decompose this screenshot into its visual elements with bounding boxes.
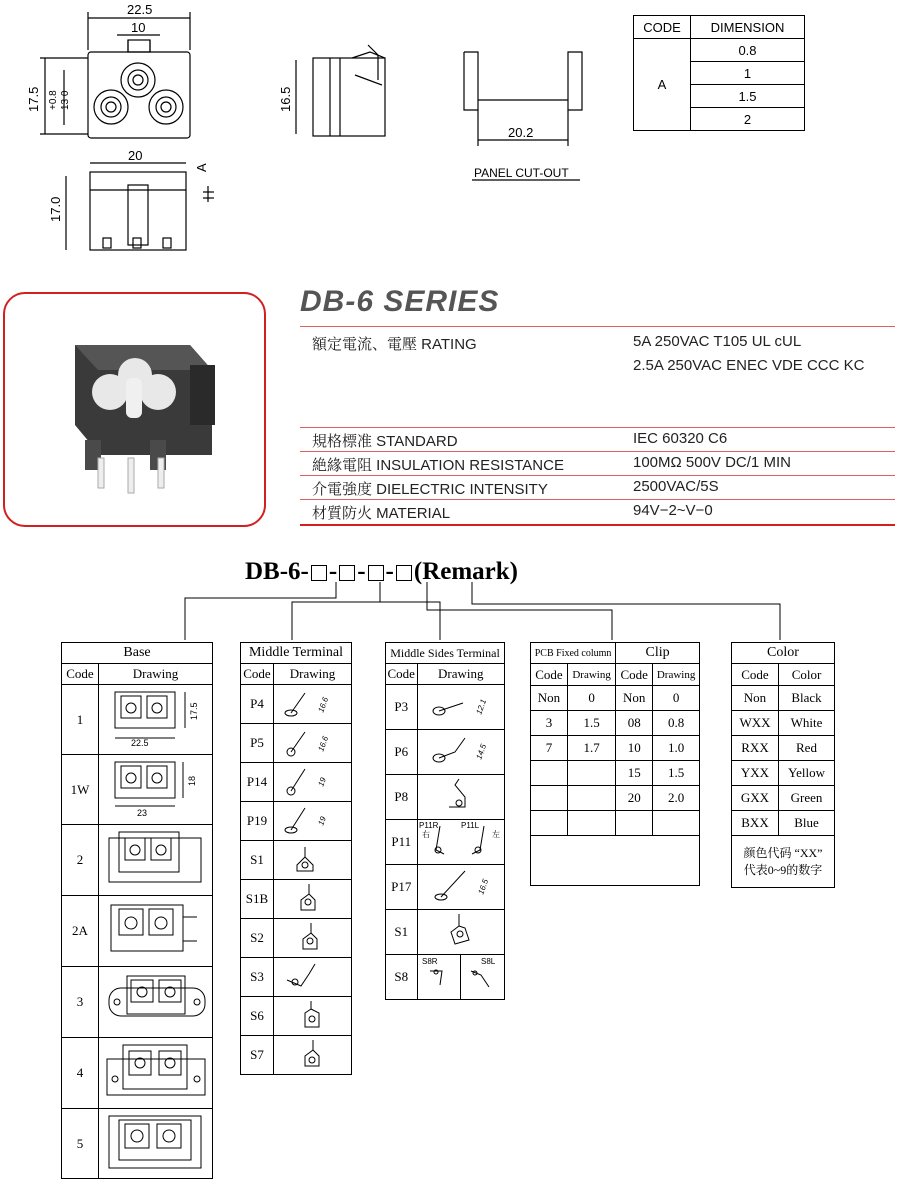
color-name: White [779, 711, 835, 736]
dim-side-height: 16.5 [278, 86, 293, 112]
terminal-code: S2 [241, 919, 274, 958]
spec-divider [300, 499, 895, 500]
middle-sides-terminal-title: Middle Sides Terminal [386, 643, 505, 664]
dim-front-tol-base: 13 0 [60, 90, 71, 110]
middle-terminal-table [240, 642, 352, 1075]
label: P11R [418, 821, 439, 830]
col-drawing: Drawing [568, 664, 616, 686]
label: S8L [481, 957, 496, 966]
clip-code: 20 [616, 786, 653, 811]
slot-box [339, 565, 355, 581]
terminal-code: P14 [241, 763, 274, 802]
color-note [732, 836, 835, 888]
color-title: Color [732, 643, 835, 664]
base-code: 1W [62, 755, 99, 825]
terminal-s8l-drawing [461, 955, 503, 995]
clip-title: Clip [616, 643, 700, 664]
dim-bottom-width: 20 [128, 148, 143, 163]
col-code: Code [732, 664, 779, 686]
clip-value: 1.0 [653, 736, 700, 761]
terminal-code: P19 [241, 802, 274, 841]
col-code: Code [616, 664, 653, 686]
color-code: YXX [732, 761, 779, 786]
pcb-value [568, 811, 616, 836]
base-code: 2A [62, 896, 99, 967]
spec-divider [300, 326, 895, 327]
terminal-p17-drawing [419, 865, 503, 905]
color-table [731, 642, 835, 888]
terminal-s2-drawing [275, 919, 351, 953]
base-2a-drawing [101, 897, 211, 961]
base-code: 1 [62, 685, 99, 755]
base-code: 5 [62, 1109, 99, 1179]
terminal-code: P11 [386, 820, 418, 865]
color-name: Green [779, 786, 835, 811]
dim: 16.6 [315, 695, 330, 714]
dim: 14.5 [474, 742, 488, 761]
label: S8R [421, 957, 438, 966]
terminal-code: S1B [241, 880, 274, 919]
dim-width: 23 [136, 807, 147, 818]
dim-bottom-gap: A [194, 163, 209, 172]
dim-value: 2 [691, 108, 805, 131]
pcb-code [531, 761, 568, 786]
clip-value [653, 811, 700, 836]
spec-label-dielectric: 介電強度 DIELECTRIC INTENSITY [312, 481, 548, 498]
label: P11L [461, 821, 480, 830]
base-table [61, 642, 213, 1179]
sublabel: 左 [492, 830, 500, 839]
terminal-code: P6 [386, 730, 418, 775]
col-code: Code [386, 664, 418, 685]
part-number-suffix: (Remark) [413, 558, 519, 585]
col-drawing: Drawing [274, 664, 352, 685]
dim-front-inner: 10 [131, 20, 146, 35]
spec-label-rating: 額定電流、電壓 RATING [312, 336, 477, 353]
col-color: Color [779, 664, 835, 686]
clip-value: 2.0 [653, 786, 700, 811]
series-title: DB-6 SERIES [300, 285, 500, 318]
technical-drawings [0, 0, 620, 270]
socket-three-circles [94, 63, 183, 124]
dim-height: 17.5 [188, 701, 199, 720]
pcb-clip-table [530, 642, 700, 886]
col-drawing: Drawing [653, 664, 700, 686]
spec-divider [300, 427, 895, 428]
side-view-body [313, 58, 385, 136]
spec-label-insulation: 絶緣電阻 INSULATION RESISTANCE [312, 457, 564, 474]
terminal-p11l-drawing [460, 820, 504, 860]
color-code: WXX [732, 711, 779, 736]
terminal-p4-drawing [275, 685, 351, 719]
terminal-code: P17 [386, 865, 418, 910]
slot-box [368, 565, 384, 581]
connector-lines [0, 580, 900, 645]
dim: 16.6 [315, 734, 330, 753]
base-5-drawing [101, 1110, 211, 1174]
col-drawing: Drawing [99, 664, 213, 685]
terminal-p19-drawing [275, 802, 351, 836]
dim-bottom-height: 17.0 [48, 196, 63, 222]
dim: 19 [315, 776, 328, 788]
terminal-code: S3 [241, 958, 274, 997]
pcb-code [531, 811, 568, 836]
spec-divider [300, 475, 895, 476]
color-name: Yellow [779, 761, 835, 786]
terminal-p6-drawing [419, 730, 503, 770]
terminal-s1-drawing [419, 910, 503, 950]
spec-label-material: 材質防火 MATERIAL [312, 505, 451, 522]
base-code: 2 [62, 825, 99, 896]
slot-box [311, 565, 327, 581]
base-1w-drawing [101, 756, 211, 820]
terminal-s7-drawing [275, 1036, 351, 1070]
base-1-drawing [101, 686, 211, 750]
color-code: Non [732, 686, 779, 711]
terminal-code: S7 [241, 1036, 274, 1075]
terminal-p3-drawing [419, 685, 503, 725]
terminal-code: P4 [241, 685, 274, 724]
color-name: Black [779, 686, 835, 711]
col-code: Code [241, 664, 274, 685]
base-title: Base [62, 643, 213, 664]
pcb-value: 1.5 [568, 711, 616, 736]
dim: 12.1 [474, 697, 488, 716]
clip-value: 1.5 [653, 761, 700, 786]
terminal-code: P8 [386, 775, 418, 820]
clip-code: 15 [616, 761, 653, 786]
slot-box [396, 565, 412, 581]
separator: - [328, 558, 338, 585]
spec-value-dielectric: 2500VAC/5S [633, 478, 719, 495]
color-note-line2: 代表0~9的数字 [743, 862, 823, 877]
dim-value: 1 [691, 62, 805, 85]
pcb-value: 0 [568, 686, 616, 711]
dim: 16.5 [476, 877, 490, 896]
pcb-value [568, 786, 616, 811]
part-number-prefix: DB-6- [245, 558, 309, 585]
dim-front-height: 17.5 [26, 86, 41, 112]
col-dimension: DIMENSION [691, 16, 805, 39]
base-code: 4 [62, 1038, 99, 1109]
terminal-code: P3 [386, 685, 418, 730]
spec-value-rating-1: 5A 250VAC T105 UL cUL [633, 333, 802, 350]
separator: - [385, 558, 394, 585]
clip-code: 08 [616, 711, 653, 736]
color-name: Blue [779, 811, 835, 836]
spec-label-standard: 規格標准 STANDARD [312, 433, 458, 450]
clip-value: 0.8 [653, 711, 700, 736]
clip-value: 0 [653, 686, 700, 711]
panel-cutout-shape [464, 52, 582, 110]
terminal-code: S8 [386, 955, 418, 1000]
pcb-code: 3 [531, 711, 568, 736]
color-name: Red [779, 736, 835, 761]
pcb-title: PCB Fixed column [531, 643, 616, 664]
pcb-code: 7 [531, 736, 568, 761]
pcb-value [568, 761, 616, 786]
terminal-p14-drawing [275, 763, 351, 797]
pcb-clip-empty [531, 836, 700, 886]
panel-cutout-label: PANEL CUT-OUT [474, 166, 569, 180]
col-code: Code [62, 664, 99, 685]
pcb-code [531, 786, 568, 811]
clip-code [616, 811, 653, 836]
terminal-s1b-drawing [275, 880, 351, 914]
terminal-s8r-drawing [418, 955, 460, 995]
color-note-line1: 颜色代码 “XX” [743, 845, 823, 860]
dimension-table [633, 15, 805, 131]
clip-code: 10 [616, 736, 653, 761]
separator: - [357, 558, 366, 585]
terminal-p8-drawing [419, 775, 503, 815]
sublabel: 右 [421, 830, 430, 839]
terminal-code: S6 [241, 997, 274, 1036]
color-code: RXX [732, 736, 779, 761]
middle-sides-terminal-table [385, 642, 505, 1000]
product-photo [40, 330, 230, 500]
dim-panel-width: 20.2 [508, 125, 534, 140]
pcb-value: 1.7 [568, 736, 616, 761]
spec-value-standard: IEC 60320 C6 [633, 430, 728, 447]
pcb-code: Non [531, 686, 568, 711]
dim-height: 18 [186, 775, 197, 786]
terminal-code: S1 [386, 910, 418, 955]
spec-divider [300, 451, 895, 452]
spec-divider-bottom [300, 524, 895, 526]
middle-terminal-title: Middle Terminal [241, 643, 352, 664]
base-4-drawing [101, 1039, 211, 1103]
col-drawing: Drawing [417, 664, 505, 685]
base-2-drawing [101, 826, 211, 890]
dim-front-width: 22.5 [127, 2, 153, 17]
color-code: BXX [732, 811, 779, 836]
spec-value-insulation: 100MΩ 500V DC/1 MIN [633, 454, 791, 471]
spec-value-rating-2: 2.5A 250VAC ENEC VDE CCC KC [633, 357, 865, 374]
terminal-p5-drawing [275, 724, 351, 758]
base-3-drawing [101, 968, 211, 1032]
dim-width: 22.5 [130, 737, 149, 748]
col-code: CODE [634, 16, 691, 39]
col-code: Code [531, 664, 568, 686]
dim-value: 1.5 [691, 85, 805, 108]
terminal-s3-drawing [275, 958, 351, 992]
spec-value-material: 94V−2~V−0 [633, 502, 713, 519]
base-code: 3 [62, 967, 99, 1038]
dim-value: 0.8 [691, 39, 805, 62]
terminal-s1-drawing [275, 841, 351, 875]
terminal-code: P5 [241, 724, 274, 763]
clip-code: Non [616, 686, 653, 711]
terminal-code: S1 [241, 841, 274, 880]
dim: 19 [315, 815, 328, 827]
front-view-body [88, 52, 190, 138]
terminal-p11r-drawing [418, 820, 460, 860]
terminal-s6-drawing [275, 997, 351, 1031]
color-code: GXX [732, 786, 779, 811]
dim-code: A [634, 39, 691, 131]
dim-front-tol-plus: +0.8 [48, 90, 59, 110]
